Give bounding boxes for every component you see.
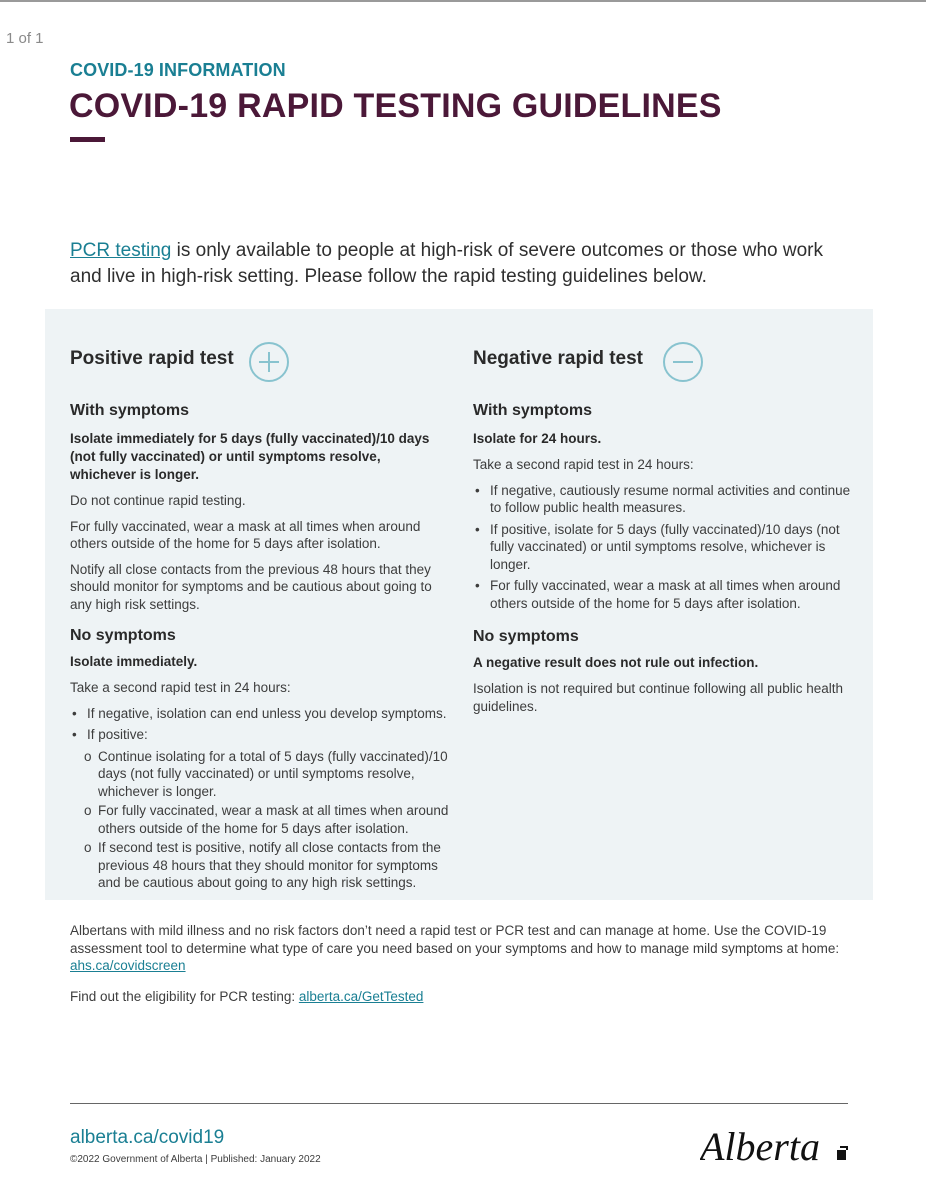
negative-with-symptoms-lead: Take a second rapid test in 24 hours: — [473, 457, 694, 472]
negative-heading: Negative rapid test — [473, 348, 643, 369]
title-accent-bar — [70, 137, 105, 142]
positive-header — [70, 342, 450, 402]
footer-url[interactable]: alberta.ca/covid19 — [70, 1127, 225, 1148]
list-item: • If positive, isolate for 5 days (fully vaccinated)/10 days (not fully vaccinated) or until symptoms resolve, whichever is longer. — [473, 521, 853, 574]
positive-no-symptoms-list — [70, 705, 450, 892]
viewer-top-rule — [0, 0, 926, 2]
positive-with-symptoms-text: Do not continue rapid testing. — [70, 493, 246, 508]
footer-divider — [70, 1103, 848, 1104]
alberta-wordmark: Alberta — [700, 1124, 820, 1169]
negative-with-symptoms-heading: With symptoms — [473, 402, 592, 419]
sub-list-item: o Continue isolating for a total of 5 days (fully vaccinated)/10 days (not fully vaccinated) or until symptoms resolve, whichever is longer. — [70, 748, 450, 801]
sub-list-item: o For fully vaccinated, wear a mask at all times when around others outside of the home for 5 days after isolation. — [70, 802, 450, 837]
page-title: COVID-19 RAPID TESTING GUIDELINES — [69, 87, 722, 125]
pcr-testing-link[interactable]: PCR testing — [70, 240, 172, 261]
sub-list-item: o If second test is positive, notify all close contacts from the previous 48 hours that they should monitor for symptoms and be cautious about going to any high risk settings. — [70, 839, 450, 892]
negative-header — [473, 342, 853, 402]
positive-with-symptoms-heading: With symptoms — [70, 402, 189, 419]
gettested-link[interactable]: alberta.ca/GetTested — [298, 989, 424, 1004]
mild-illness-note — [70, 922, 860, 975]
negative-column — [473, 309, 853, 723]
list-item: • If negative, isolation can end unless you develop symptoms. — [70, 705, 450, 723]
positive-sub-list — [70, 748, 450, 892]
minus-circle-icon — [663, 342, 703, 382]
negative-with-symptoms-list — [473, 482, 853, 613]
plus-circle-icon — [249, 342, 289, 382]
eligibility-note — [70, 988, 860, 1006]
mild-illness-text: Albertans with mild illness and no risk factors don’t need a rapid test or PCR test and can manage at home. Use the COVID-19 assessment tool to determine what type of care you need based on your symptoms and how to manage mild symptoms at home: — [70, 923, 840, 956]
guidelines-panel — [45, 309, 873, 900]
positive-with-symptoms-text: For fully vaccinated, wear a mask at all times when around others outside of the home for 5 days after isolation. — [70, 518, 421, 551]
positive-with-symptoms-text: Notify all close contacts from the previous 48 hours that they should monitor for symptoms and be cautious about going to any high risk settings. — [70, 561, 432, 612]
intro-paragraph — [70, 238, 830, 290]
page-count: 1 of 1 — [6, 30, 44, 47]
list-item — [70, 726, 450, 892]
positive-with-symptoms-instruction: Isolate immediately for 5 days (fully vaccinated)/10 days (not fully vaccinated) or until symptoms resolve, whichever is longer. — [70, 431, 430, 482]
negative-with-symptoms-instruction: Isolate for 24 hours. — [473, 431, 602, 446]
positive-heading: Positive rapid test — [70, 348, 234, 369]
negative-no-symptoms-text: Isolation is not required but continue following all public health guidelines. — [473, 681, 843, 714]
footer-copyright: ©2022 Government of Alberta | Published: January 2022 — [70, 1154, 321, 1165]
positive-column — [70, 309, 450, 898]
negative-no-symptoms-instruction: A negative result does not rule out infection. — [473, 655, 759, 670]
alberta-logo-mark — [837, 1146, 848, 1160]
list-item: • For fully vaccinated, wear a mask at all times when around others outside of the home for 5 days after isolation. — [473, 577, 853, 612]
section-eyebrow: COVID-19 INFORMATION — [70, 60, 286, 80]
positive-no-symptoms-heading: No symptoms — [70, 627, 176, 644]
intro-text: is only available to people at high-risk of severe outcomes or those who work and live in high-risk setting. Please follow the rapid testing guidelines below. — [70, 240, 823, 287]
alberta-logo — [700, 1120, 850, 1170]
negative-no-symptoms-heading: No symptoms — [473, 628, 579, 645]
list-item: • If negative, cautiously resume normal activities and continue to follow public health measures. — [473, 482, 853, 517]
list-item-text: If positive: — [87, 727, 148, 742]
eligibility-text: Find out the eligibility for PCR testing: — [70, 989, 299, 1004]
positive-no-symptoms-instruction: Isolate immediately. — [70, 654, 198, 669]
positive-no-symptoms-lead: Take a second rapid test in 24 hours: — [70, 680, 291, 695]
covidscreen-link[interactable]: ahs.ca/covidscreen — [70, 958, 186, 973]
